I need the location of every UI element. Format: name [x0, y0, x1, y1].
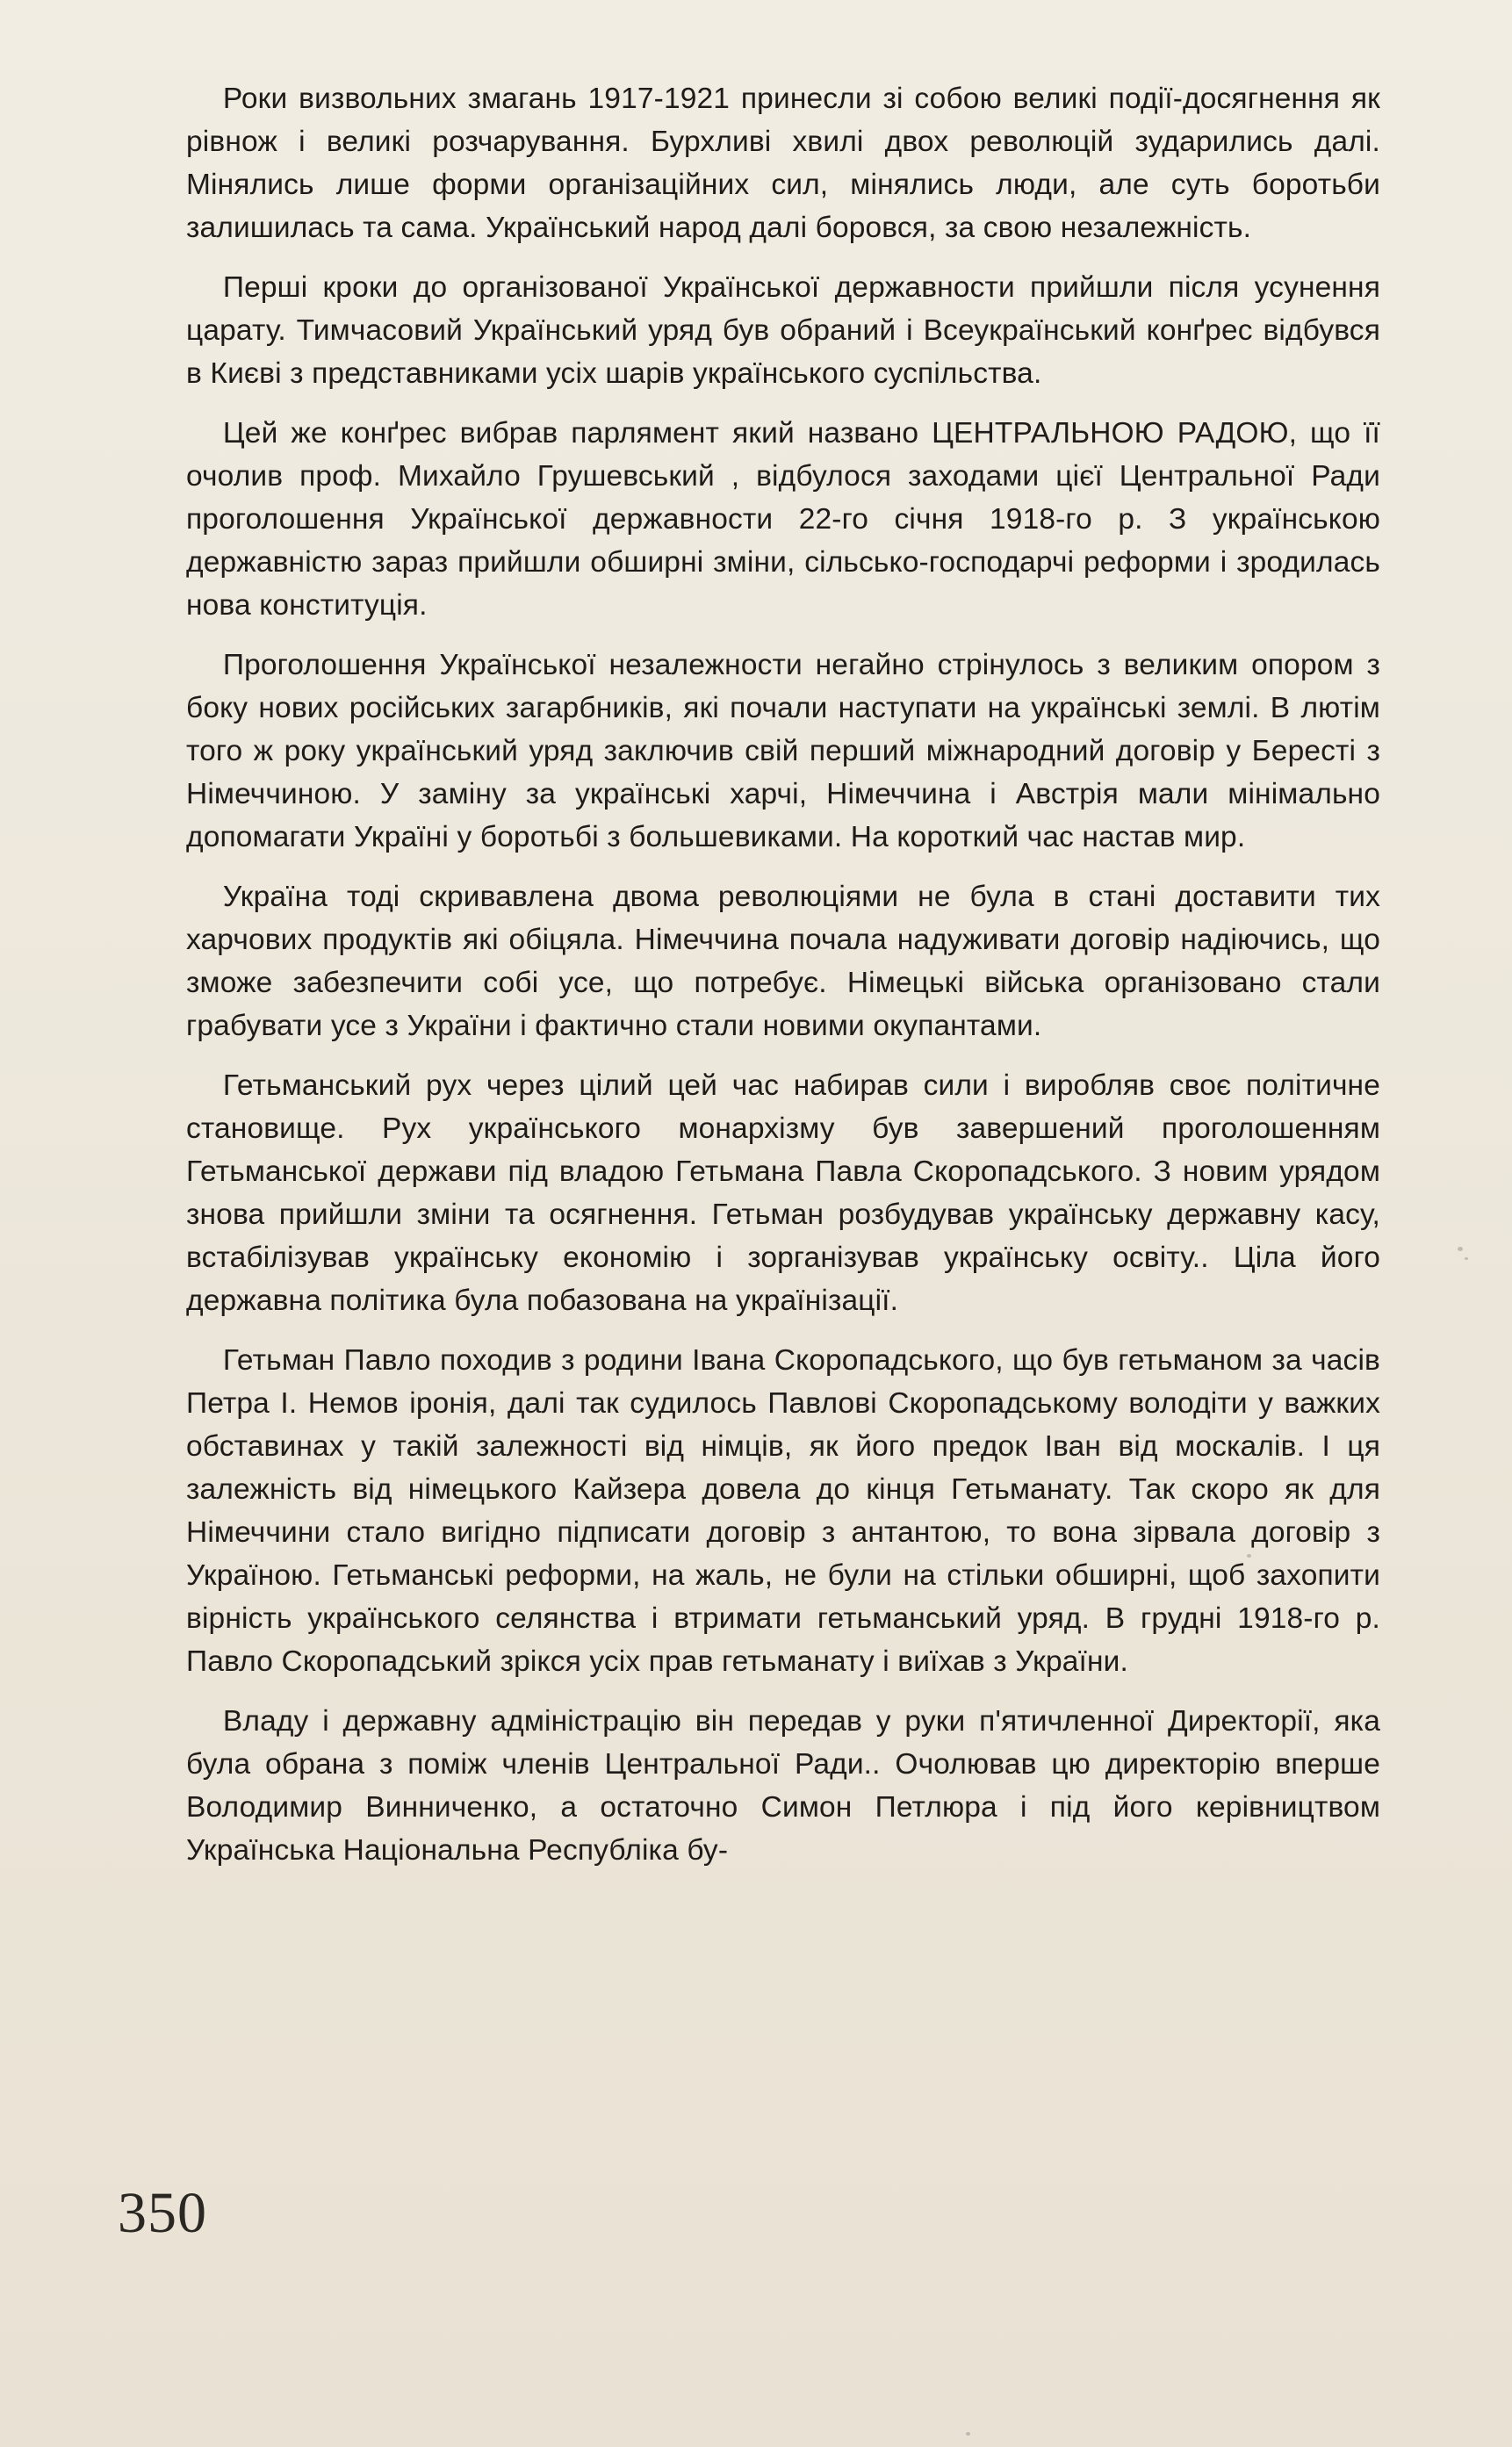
scan-speck: [1247, 1554, 1251, 1558]
paragraph-3: Цей же конґрес вибрав парлямент який названо ЦЕНТРАЛЬНОЮ РАДОЮ, що її очолив проф. Михайло Грушевський , відбулося заходами цієї Центральної Ради проголошення Української державности 22-го січня 1918-го р. З українською державністю зараз прийшли обширні зміни, сільсько-господарчі реформи і зродилась нова конституція.: [186, 417, 1380, 622]
paragraph-2: Перші кроки до організованої Української державности прийшли після усунення царату. Тимчасовий Український уряд був обраний і Всеукраїнський конґрес відбувся в Києві з представниками усіх шарів українського суспільства.: [186, 271, 1380, 390]
scan-speck: [966, 2432, 970, 2436]
paragraph-4: Проголошення Української незалежности негайно стрінулось з великим опором з боку нових російських загарбників, які почали наступати на українські землі. В лютім того ж року український уряд заключив свій перший міжнародний договір у Бересті з Німеччиною. У заміну за українські харчі, Німеччина і Австрія мали мінімально допомагати Україні у боротьбі з большевиками. На короткий час настав мир.: [186, 649, 1380, 853]
paragraph-5: Україна тоді скривавлена двома революціями не була в стані доставити тих харчових продуктів які обіцяла. Німеччина почала надуживати договір надіючись, що зможе забезпечити собі усе, що потребує. Німецькі війська організовано стали грабувати усе з України і фактично стали новими окупантами.: [186, 881, 1380, 1042]
page-number: 350: [118, 2181, 207, 2245]
paragraph-6: Гетьманський рух через цілий цей час набирав сили і виробляв своє політичне становище. Рух українського монархізму був завершений проголошенням Гетьманської держави під владою Гетьмана Павла Скоропадського. З новим урядом знова прийшли зміни та осягнення. Гетьман розбудував українську державну касу, встабілізував українську економію і зорганізував українську освіту.. Ціла його державна політика була побазована на українізації.: [186, 1069, 1380, 1317]
paragraph-1: Роки визвольних змагань 1917-1921 принесли зі собою великі події-досягнення як рівнож і великі розчарування. Бурхливі хвилі двох революцій зударились далі. Мінялись лише форми організаційних сил, мінялись люди, але суть боротьби залишилась та сама. Український народ далі боровся, за свою незалежність.: [186, 83, 1380, 244]
scan-speck: [1465, 1257, 1468, 1260]
body-text: [186, 77, 1380, 1889]
scan-speck: [1458, 1247, 1463, 1251]
paragraph-7: Гетьман Павло походив з родини Івана Скоропадського, що був гетьманом за часів Петра І. Немов іронія, далі так судилось Павлові Скоропадському володіти у важких обставинах у такій залежності від німців, як його предок Іван від москалів. І ця залежність від німецького Кайзера довела до кінця Гетьманату. Так скоро як для Німеччини стало вигідно підписати договір з антантою, то вона зірвала договір з Україною. Гетьманські реформи, на жаль, не були на стільки обширні, щоб захопити вірність українського селянства і втримати гетьманський уряд. В грудні 1918-го р. Павло Скоропадський зрікся усіх прав гетьманату і виїхав з України.: [186, 1344, 1380, 1678]
paragraph-8: Владу і державну адміністрацію він передав у руки п'ятичленної Директорії, яка була обрана з поміж членів Центральної Ради.. Очолював цю директорію вперше Володимир Винниченко, а остаточно Симон Петлюра і під його керівництвом Українська Національна Республіка бу-: [186, 1705, 1380, 1867]
